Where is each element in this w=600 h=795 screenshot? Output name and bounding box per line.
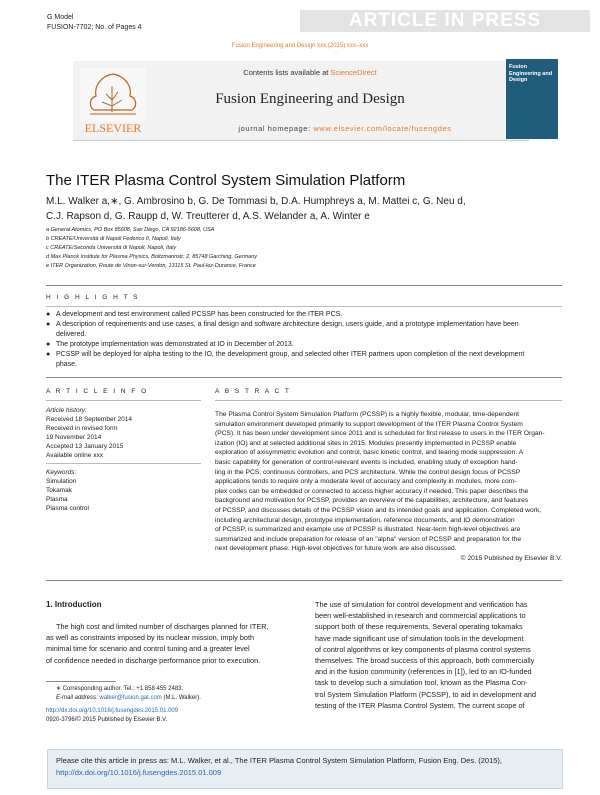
body-line: The high cost and limited number of discharges planned for ITER, bbox=[56, 622, 269, 631]
history-entry: Received 18 September 2014 bbox=[46, 416, 133, 423]
body-line: trol System Simulation Platform (PCSSP), to aid in development and bbox=[315, 689, 537, 699]
article-in-press-banner: ARTICLE IN PRESS bbox=[300, 10, 590, 32]
abstract-line: background and motivation for PCSSP, provides an overview of the capabilities, architecture, and features bbox=[215, 497, 529, 505]
highlight-text: A development and test environment called PCSSP has been constructed for the ITER PCS. bbox=[56, 311, 343, 318]
history-entry: Accepted 13 January 2015 bbox=[46, 443, 124, 450]
body-line: support both of these requirements. Several operating tokamaks bbox=[315, 622, 523, 632]
homepage-prefix: journal homepage: bbox=[238, 124, 311, 133]
divider bbox=[46, 463, 201, 464]
homepage-link[interactable]: www.elsevier.com/locate/fusengdes bbox=[313, 124, 452, 133]
affiliation: e ITER Organization, Route de Vinon-sur-Verdon, 13115 St. Paul-lez-Durance, France bbox=[46, 263, 256, 269]
body-line: and in the fusion community (references in [1]), led to an IO-funded bbox=[315, 667, 532, 677]
model-label: G Model bbox=[47, 14, 74, 21]
affiliation: d Max Planck Institute for Plasma Physics, Boltzmannstr. 2, 85748 Garching, Germany bbox=[46, 254, 258, 260]
intro-heading: 1. Introduction bbox=[46, 600, 102, 609]
contents-line bbox=[180, 68, 440, 77]
body-line: task to develop such a simulation tool, known as the Plasma Con- bbox=[315, 678, 528, 688]
keywords-label: Keywords: bbox=[46, 469, 77, 476]
body-line: been well-established in research and commercial applications to bbox=[315, 611, 526, 621]
body-line: minimal time for scenario and control tuning and a greater level bbox=[46, 644, 250, 654]
abstract-line: including architectural design, prototype implementation, reference documents, and IO demonstration bbox=[215, 516, 515, 524]
contents-prefix: Contents lists available at bbox=[243, 68, 329, 77]
keywords bbox=[46, 468, 201, 513]
keyword: Simulation bbox=[46, 478, 77, 485]
abstract-line: exploration of axisymmetric evolution and control, basic kinetic control, and tearing mode suppression. A bbox=[215, 449, 524, 457]
abstract-line: ling in the PCS, continuous controllers, and PCS architecture. While the control design focus of PCSSP bbox=[215, 468, 521, 476]
divider bbox=[46, 306, 562, 307]
abstract-line: basic capability for generation of control-relevant events is included, enabling study of exception hand- bbox=[215, 458, 518, 466]
body-line: testing of the ITER Plasma Control System. The current scope of bbox=[315, 700, 525, 710]
abstract-heading: A B S T R A C T bbox=[215, 388, 291, 395]
keyword: Tokamak bbox=[46, 487, 73, 494]
affiliation: b CREATE/Università di Napoli Federico II, Napoli, Italy bbox=[46, 236, 181, 242]
footnote-rule bbox=[46, 681, 116, 682]
history-label: Article history: bbox=[46, 407, 87, 414]
divider bbox=[46, 377, 562, 378]
history-entry: Available online xxx bbox=[46, 452, 103, 459]
divider bbox=[46, 285, 562, 286]
page-count: No. of Pages 4 bbox=[95, 24, 142, 31]
affiliations bbox=[46, 226, 257, 271]
highlight-text: A description of requirements and use cases, a final design and software architecture design, users guide, and a prototype implementation have been bbox=[56, 321, 519, 328]
journal-homepage bbox=[180, 124, 510, 133]
issn-line: 0920-3796/© 2015 Published by Elsevier B.V. bbox=[46, 717, 168, 723]
bullet-icon: ● bbox=[46, 341, 51, 348]
abstract-line: (PCS). It has been under development since 2011 and is scheduled for first release to users in the ITER Organ- bbox=[215, 430, 545, 438]
email-link[interactable]: walker@fusion.gat.com bbox=[99, 695, 162, 701]
author-list bbox=[46, 194, 556, 224]
article-title: The ITER Plasma Control System Simulation Platform bbox=[46, 172, 406, 189]
citation-box bbox=[47, 749, 563, 789]
body-line: of confidence needed in discharge performance prior to execution. bbox=[46, 655, 261, 665]
footnotes bbox=[56, 685, 296, 703]
abstract-line: ization (IO) and at selected additional sites in 2015. Modules presently implemented in PCSSP enable bbox=[215, 439, 517, 447]
abstract-line: of PCSSP, and discusses details of the PCSSP vision and its intended goals and application. Completed work, bbox=[215, 506, 542, 514]
divider bbox=[215, 400, 562, 401]
journal-title: Fusion Engineering and Design bbox=[215, 91, 405, 107]
affiliation: a General Atomics, PO Box 85608, San Diego, CA 92186-5608, USA bbox=[46, 227, 215, 233]
abstract-line: The Plasma Control System Simulation Platform (PCSSP) is a highly flexible, modular, time-dependent bbox=[215, 411, 520, 418]
elsevier-logo-text: ELSEVIER bbox=[84, 121, 142, 135]
abstract-line: of PCSSP, is summarized and example use of PCSSP is illustrated. Near-term high-level objectives are bbox=[215, 526, 521, 534]
citation-line: Please cite this article in press as: M.L. Walker, et al., The ITER Plasma Control System Simulation Platform, Fusion Eng. Des. (2015), bbox=[56, 756, 503, 765]
article-info-heading: A R T I C L E I N F O bbox=[46, 388, 149, 395]
authors-line-2: C.J. Rapson d, G. Raupp d, W. Treutterer d, A.S. Welander a, A. Winter e bbox=[46, 211, 370, 222]
article-history bbox=[46, 406, 201, 460]
sciencedirect-link[interactable]: ScienceDirect bbox=[330, 68, 377, 77]
abstract-line: next development phase. High-level objectives for future work are also discussed. bbox=[215, 545, 457, 553]
bullet-icon: ● bbox=[46, 351, 51, 358]
email-suffix: (M.L. Walker). bbox=[163, 695, 201, 701]
citation-doi-link[interactable]: http://dx.doi.org/10.1016/j.fusengdes.2015.01.009 bbox=[56, 768, 222, 777]
elsevier-logo-icon bbox=[76, 66, 154, 136]
history-entry: 19 November 2014 bbox=[46, 434, 102, 441]
highlight-text: PCSSP will be deployed for alpha testing to the IO, the development group, and selected other ITER partners upon completion of the next development bbox=[56, 351, 525, 358]
highlight-text: phase. bbox=[56, 361, 78, 368]
keyword: Plasma control bbox=[46, 505, 89, 512]
highlights-list bbox=[46, 310, 562, 370]
history-entry: Received in revised form bbox=[46, 425, 118, 432]
affiliation: c CREATE/Seconda Università di Napoli, Napoli, Italy bbox=[46, 245, 177, 251]
body-line: as well as constraints imposed by its nuclear mission, imply both bbox=[46, 633, 255, 643]
abstract-line: summarized and include preparation for release of an "alpha" version of PCSSP and preparation for the bbox=[215, 535, 522, 543]
doi-block bbox=[46, 707, 306, 725]
divider bbox=[46, 580, 562, 581]
highlight-text: The prototype implementation was demonstrated at IO in December of 2013. bbox=[56, 341, 294, 348]
bullet-icon: ● bbox=[46, 311, 51, 318]
divider bbox=[46, 400, 201, 401]
journal-volume-line: Fusion Engineering and Design xxx (2015) xxx–xxx bbox=[231, 43, 369, 49]
article-ref-id: FUSION-7702; bbox=[47, 24, 94, 31]
bullet-icon: ● bbox=[46, 321, 51, 328]
keyword: Plasma bbox=[46, 496, 68, 503]
email-label: E-mail address: bbox=[56, 695, 98, 701]
highlight-text: delivered. bbox=[56, 331, 87, 338]
body-line: have made significant use of simulation tools in the development bbox=[315, 633, 524, 643]
intro-left-column bbox=[46, 621, 296, 666]
intro-right-column bbox=[315, 599, 562, 711]
abstract-line: simulation environment developed primarily to support development of the ITER Plasma Control System bbox=[215, 420, 523, 428]
doi-link[interactable]: http://dx.doi.org/10.1016/j.fusengdes.2015.01.009 bbox=[46, 708, 179, 714]
abstract-line: plex codes can be embedded or connected to access higher accuracy if needed. This paper describes the bbox=[215, 487, 529, 495]
corresponding-author: ∗ Corresponding author. Tel.: +1 858 455 2483. bbox=[56, 686, 184, 692]
copyright: © 2015 Published by Elsevier B.V. bbox=[460, 554, 562, 562]
email-line bbox=[56, 694, 296, 703]
body-line: themselves. The broad success of this approach, both commercially bbox=[315, 656, 535, 666]
citation-text bbox=[48, 750, 562, 784]
journal-cover bbox=[506, 59, 558, 139]
authors-line-1: M.L. Walker a,∗, G. Ambrosino b, G. De Tommasi b, D.A. Humphreys a, M. Mattei c, G. Neu d, bbox=[46, 196, 466, 207]
abstract-line: applications tends to require only a moderate level of accuracy and complexity in modules, more com- bbox=[215, 478, 517, 486]
highlights-heading: H I G H L I G H T S bbox=[46, 294, 140, 301]
article-ref bbox=[47, 23, 142, 32]
body-line: of control algorithms or key components of plasma control systems bbox=[315, 644, 531, 654]
body-line: The use of simulation for control development and verification has bbox=[315, 600, 528, 609]
abstract-body bbox=[215, 410, 562, 564]
cover-title: Fusion Engineering and Design bbox=[509, 64, 553, 83]
